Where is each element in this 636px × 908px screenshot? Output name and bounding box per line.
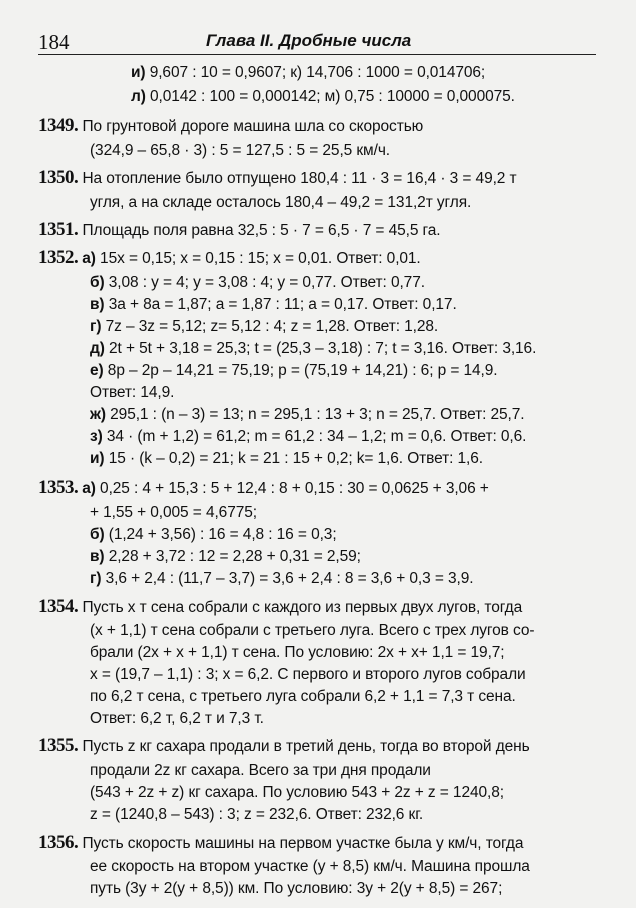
line-text: z = (1240,8 – 543) : 3; z = 232,6. Ответ: 232,6 кг. (90, 806, 424, 823)
problem-number: 1353. (38, 477, 79, 498)
chapter-title: Глава II. Дробные числа (206, 31, 412, 50)
item-label: б) (90, 526, 105, 543)
text-line (90, 642, 505, 663)
line-text: 0,0142 : 100 = 0,000142; м) 0,75 : 10000 = 0,000075. (145, 88, 515, 105)
line-text: 295,1 : (n – 3) = 13; n = 295,1 : 13 + 3; n = 25,7. Ответ: 25,7. (105, 406, 525, 423)
line-text: (1,24 + 3,56) : 16 = 4,8 : 16 = 0,3; (104, 526, 337, 543)
line-text: Пусть скорость машины на первом участке была y км/ч, тогда (78, 835, 524, 852)
line-text: Пусть z кг сахара продали в третий день, тогда во второй день (78, 738, 530, 755)
text-line (90, 404, 525, 425)
line-text: Ответ: 14,9. (90, 384, 175, 401)
line-text: 7z – 3z = 5,12; z= 5,12 : 4; z = 1,28. Ответ: 1,28. (101, 318, 439, 335)
page-header (38, 26, 596, 55)
page-number: 184 (38, 30, 70, 54)
text-line (90, 708, 264, 729)
item-label: и) (131, 64, 146, 81)
line-text: ее скорость на втором участке (y + 8,5) км/ч. Машина прошла (90, 858, 530, 875)
line-text: (324,9 – 65,8 · 3) : 5 = 127,5 : 5 = 25,5 км/ч. (90, 142, 391, 159)
line-text: 3,08 : y = 4; y = 3,08 : 4; y = 0,77. Ответ: 0,77. (104, 274, 425, 291)
text-line (90, 294, 457, 315)
line-text: 2t + 5t + 3,18 = 25,3; t = (25,3 – 3,18) : 7; t = 3,16. Ответ: 3,16. (104, 340, 537, 357)
text-line (90, 546, 361, 567)
problem-number: 1355. (38, 735, 79, 756)
item-label: ж) (90, 406, 106, 423)
line-text: продали 2z кг сахара. Всего за три дня продали (90, 762, 431, 779)
line-text: 15x = 0,15; x = 0,15 : 15; x = 0,01. Ответ: 0,01. (95, 250, 421, 267)
problem-line (38, 248, 421, 269)
text-line (90, 192, 471, 213)
text-line (90, 524, 337, 545)
line-text: брали (2x + x + 1,1) т сена. По условию: 2x + x+ 1,1 = 19,7; (90, 644, 505, 661)
line-text: Пусть x т сена собрали с каждого из первых двух лугов, тогда (78, 599, 523, 616)
item-label: д) (90, 340, 105, 357)
line-text: Ответ: 6,2 т, 6,2 т и 7,3 т. (90, 710, 264, 727)
problem-line (38, 168, 517, 189)
line-text: (543 + 2z + z) кг сахара. По условию 543 + 2z + z = 1240,8; (90, 784, 504, 801)
text-line (90, 448, 483, 469)
text-line (90, 316, 438, 337)
item-label: в) (90, 548, 105, 565)
text-line (90, 272, 425, 293)
problem-number: 1354. (38, 596, 79, 617)
problem-line (38, 736, 530, 757)
line-text: 34 · (m + 1,2) = 61,2; m = 61,2 : 34 – 1,2; m = 0,6. Ответ: 0,6. (102, 428, 527, 445)
item-label: г) (90, 570, 102, 587)
item-label: а) (82, 250, 96, 267)
problem-line (38, 116, 423, 137)
problem-line (38, 833, 523, 854)
item-label: б) (90, 274, 105, 291)
problem-number: 1350. (38, 167, 79, 188)
text-line (90, 804, 423, 825)
item-label: г) (90, 318, 102, 335)
text-line (131, 62, 485, 83)
line-text: 8p – 2p – 14,21 = 75,19; p = (75,19 + 14,21) : 6; p = 14,9. (103, 362, 498, 379)
line-text: угля, а на складе осталось 180,4 – 49,2 = 131,2т угля. (90, 194, 472, 211)
line-text: 15 · (k – 0,2) = 21; k = 21 : 15 + 0,2; k= 1,6. Ответ: 1,6. (104, 450, 483, 467)
text-line (90, 878, 502, 899)
item-label: з) (90, 428, 103, 445)
text-line (90, 140, 390, 161)
line-text: 3,6 + 2,4 : (11,7 – 3,7) = 3,6 + 2,4 : 8 = 3,6 + 0,3 = 3,9. (101, 570, 474, 587)
text-line (90, 360, 497, 381)
text-line (90, 426, 526, 447)
line-text: 9,607 : 10 = 0,9607; к) 14,706 : 1000 = 0,014706; (145, 64, 486, 81)
line-text: 0,25 : 4 + 15,3 : 5 + 12,4 : 8 + 0,15 : 30 = 0,0625 + 3,06 + (95, 480, 489, 497)
line-text: На отопление было отпущено 180,4 : 11 · 3 = 16,4 · 3 = 49,2 т (78, 170, 517, 187)
text-line (90, 664, 526, 685)
text-line (131, 86, 515, 107)
text-line (90, 502, 257, 523)
line-text: + 1,55 + 0,005 = 4,6775; (90, 504, 257, 521)
text-line (90, 686, 516, 707)
item-label: и) (90, 450, 105, 467)
line-text: По грунтовой дороге машина шла со скоростью (78, 118, 424, 135)
item-label: л) (131, 88, 146, 105)
line-text: по 6,2 т сена, с третьего луга собрали 6,2 + 1,1 = 7,3 т сена. (90, 688, 516, 705)
problem-number: 1349. (38, 115, 79, 136)
problem-line (38, 220, 441, 241)
problem-line (38, 597, 522, 618)
text-line (90, 782, 504, 803)
line-text: путь (3y + 2(y + 8,5)) км. По условию: 3y + 2(y + 8,5) = 267; (90, 880, 503, 897)
text-line (90, 568, 473, 589)
text-line (90, 382, 174, 403)
line-text: 3a + 8a = 1,87; a = 1,87 : 11; a = 0,17. Ответ: 0,17. (104, 296, 457, 313)
line-text: (x + 1,1) т сена собрали с третьего луга. Всего с трех лугов со- (90, 622, 535, 639)
item-label: е) (90, 362, 104, 379)
problem-number: 1351. (38, 219, 79, 240)
line-text: 2,28 + 3,72 : 12 = 2,28 + 0,31 = 2,59; (104, 548, 361, 565)
text-line (90, 856, 530, 877)
line-text: Площадь поля равна 32,5 : 5 · 7 = 6,5 · 7 = 45,5 га. (78, 222, 441, 239)
text-line (90, 620, 534, 641)
problem-number: 1352. (38, 247, 79, 268)
item-label: а) (82, 480, 96, 497)
text-line (90, 760, 431, 781)
problem-line (38, 478, 489, 499)
problem-number: 1356. (38, 832, 79, 853)
text-line (90, 338, 536, 359)
line-text: x = (19,7 – 1,1) : 3; x = 6,2. С первого и второго лугов собрали (90, 666, 526, 683)
item-label: в) (90, 296, 105, 313)
